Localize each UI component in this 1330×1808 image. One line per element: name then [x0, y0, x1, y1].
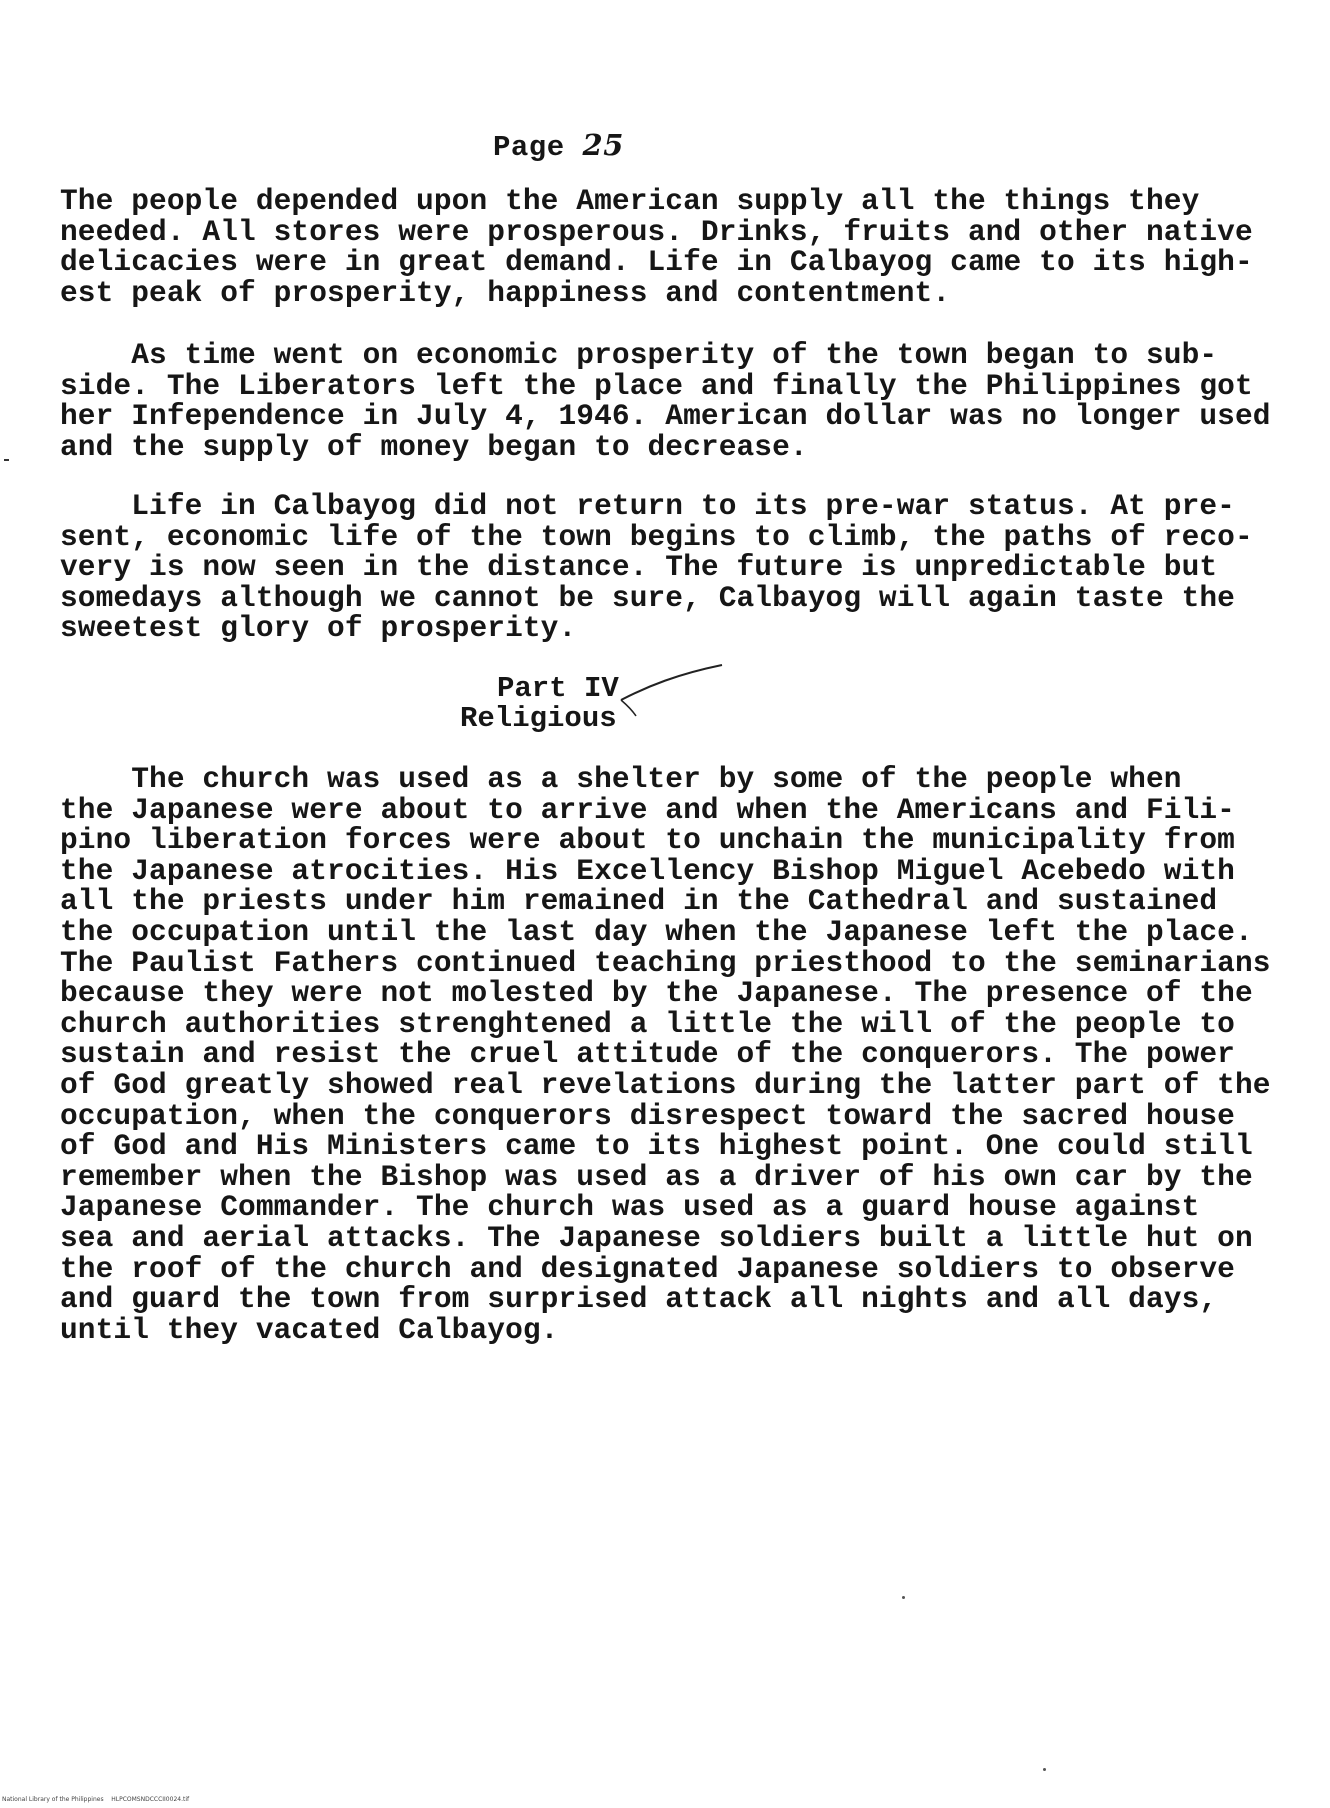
text-line: occupation, when the conquerors disrespect toward the sacred house [60, 1098, 1235, 1133]
margin-mark [4, 459, 9, 461]
text-line: The people depended upon the American supply all the things they [60, 184, 1200, 218]
page-number-handwritten: 25 [582, 128, 624, 162]
text-line: the Japanese atrocities. His Excellency Bishop Miguel Acebedo with [60, 853, 1235, 888]
text-line: the occupation until the last day when the Japanese left the place. [60, 914, 1253, 949]
text-line: the roof of the church and designated Japanese soldiers to observe [60, 1251, 1235, 1286]
text-line: somedays although we cannot be sure, Calbayog will again taste the [60, 580, 1235, 615]
text-line: As time went on economic prosperity of the town began to sub- [60, 338, 1218, 372]
text-line: church authorities strenghtened a little the will of the people to [60, 1006, 1235, 1041]
text-line: and guard the town from surprised attack all nights and all days, [60, 1282, 1218, 1317]
text-line: because they were not molested by the Japanese. The presence of the [60, 976, 1253, 1011]
section-title-heading: Religious [460, 702, 617, 735]
text-line: sweetest glory of prosperity. [60, 611, 577, 646]
paragraph-2 [60, 340, 1300, 462]
text-line: delicacies were in great demand. Life in Calbayog came to its high- [60, 245, 1253, 280]
page-number [493, 128, 624, 164]
text-line: very is now seen in the distance. The future is unpredictable but [60, 550, 1218, 585]
text-line: The church was used as a shelter by some of the people when [60, 762, 1182, 796]
text-line: sustain and resist the cruel attitude of the conquerors. The power [60, 1037, 1235, 1072]
text-line: pino liberation forces were about to unchain the municipality from [60, 823, 1235, 858]
scan-speck [1043, 1768, 1046, 1771]
text-line: sea and aerial attacks. The Japanese soldiers built a little hut on [60, 1220, 1253, 1255]
paragraph-4 [60, 764, 1300, 1345]
text-line: and the supply of money began to decrease. [60, 429, 808, 464]
footer-file: HLPCOMSNDCCCII0024.tif [111, 1796, 190, 1803]
paragraph-1 [60, 186, 1300, 308]
scan-footer [2, 1796, 189, 1803]
text-line: remember when the Bishop was used as a driver of his own car by the [60, 1159, 1253, 1194]
text-line: sent, economic life of the town begins to climb, the paths of reco- [60, 519, 1253, 554]
text-line: the Japanese were about to arrive and when the Americans and Fili- [60, 792, 1235, 827]
text-line: all the priests under him remained in the Cathedral and sustained [60, 884, 1218, 919]
page-label: Page [493, 131, 565, 164]
text-line: The Paulist Fathers continued teaching priesthood to the seminarians [60, 945, 1271, 980]
text-line: Life in Calbayog did not return to its pre-war status. At pre- [60, 489, 1235, 523]
paragraph-3 [60, 491, 1300, 644]
text-line: of God greatly showed real revelations during the latter part of the [60, 1067, 1271, 1102]
text-line: Japanese Commander. The church was used as a guard house against [60, 1190, 1200, 1225]
section-part-heading: Part IV [497, 672, 619, 705]
text-line: of God and His Ministers came to its highest point. One could still [60, 1129, 1253, 1164]
footer-source: National Library of the Philippines [2, 1796, 104, 1803]
text-line: side. The Liberators left the place and finally the Philippines got [60, 368, 1253, 403]
text-line: until they vacated Calbayog. [60, 1312, 559, 1347]
text-line: est peak of prosperity, happiness and contentment. [60, 275, 951, 310]
scan-speck [902, 1596, 905, 1599]
text-line: needed. All stores were prosperous. Drinks, fruits and other native [60, 214, 1253, 249]
handwritten-check-mark [618, 660, 728, 720]
text-line: her Infependence in July 4, 1946. American dollar was no longer used [60, 399, 1271, 434]
